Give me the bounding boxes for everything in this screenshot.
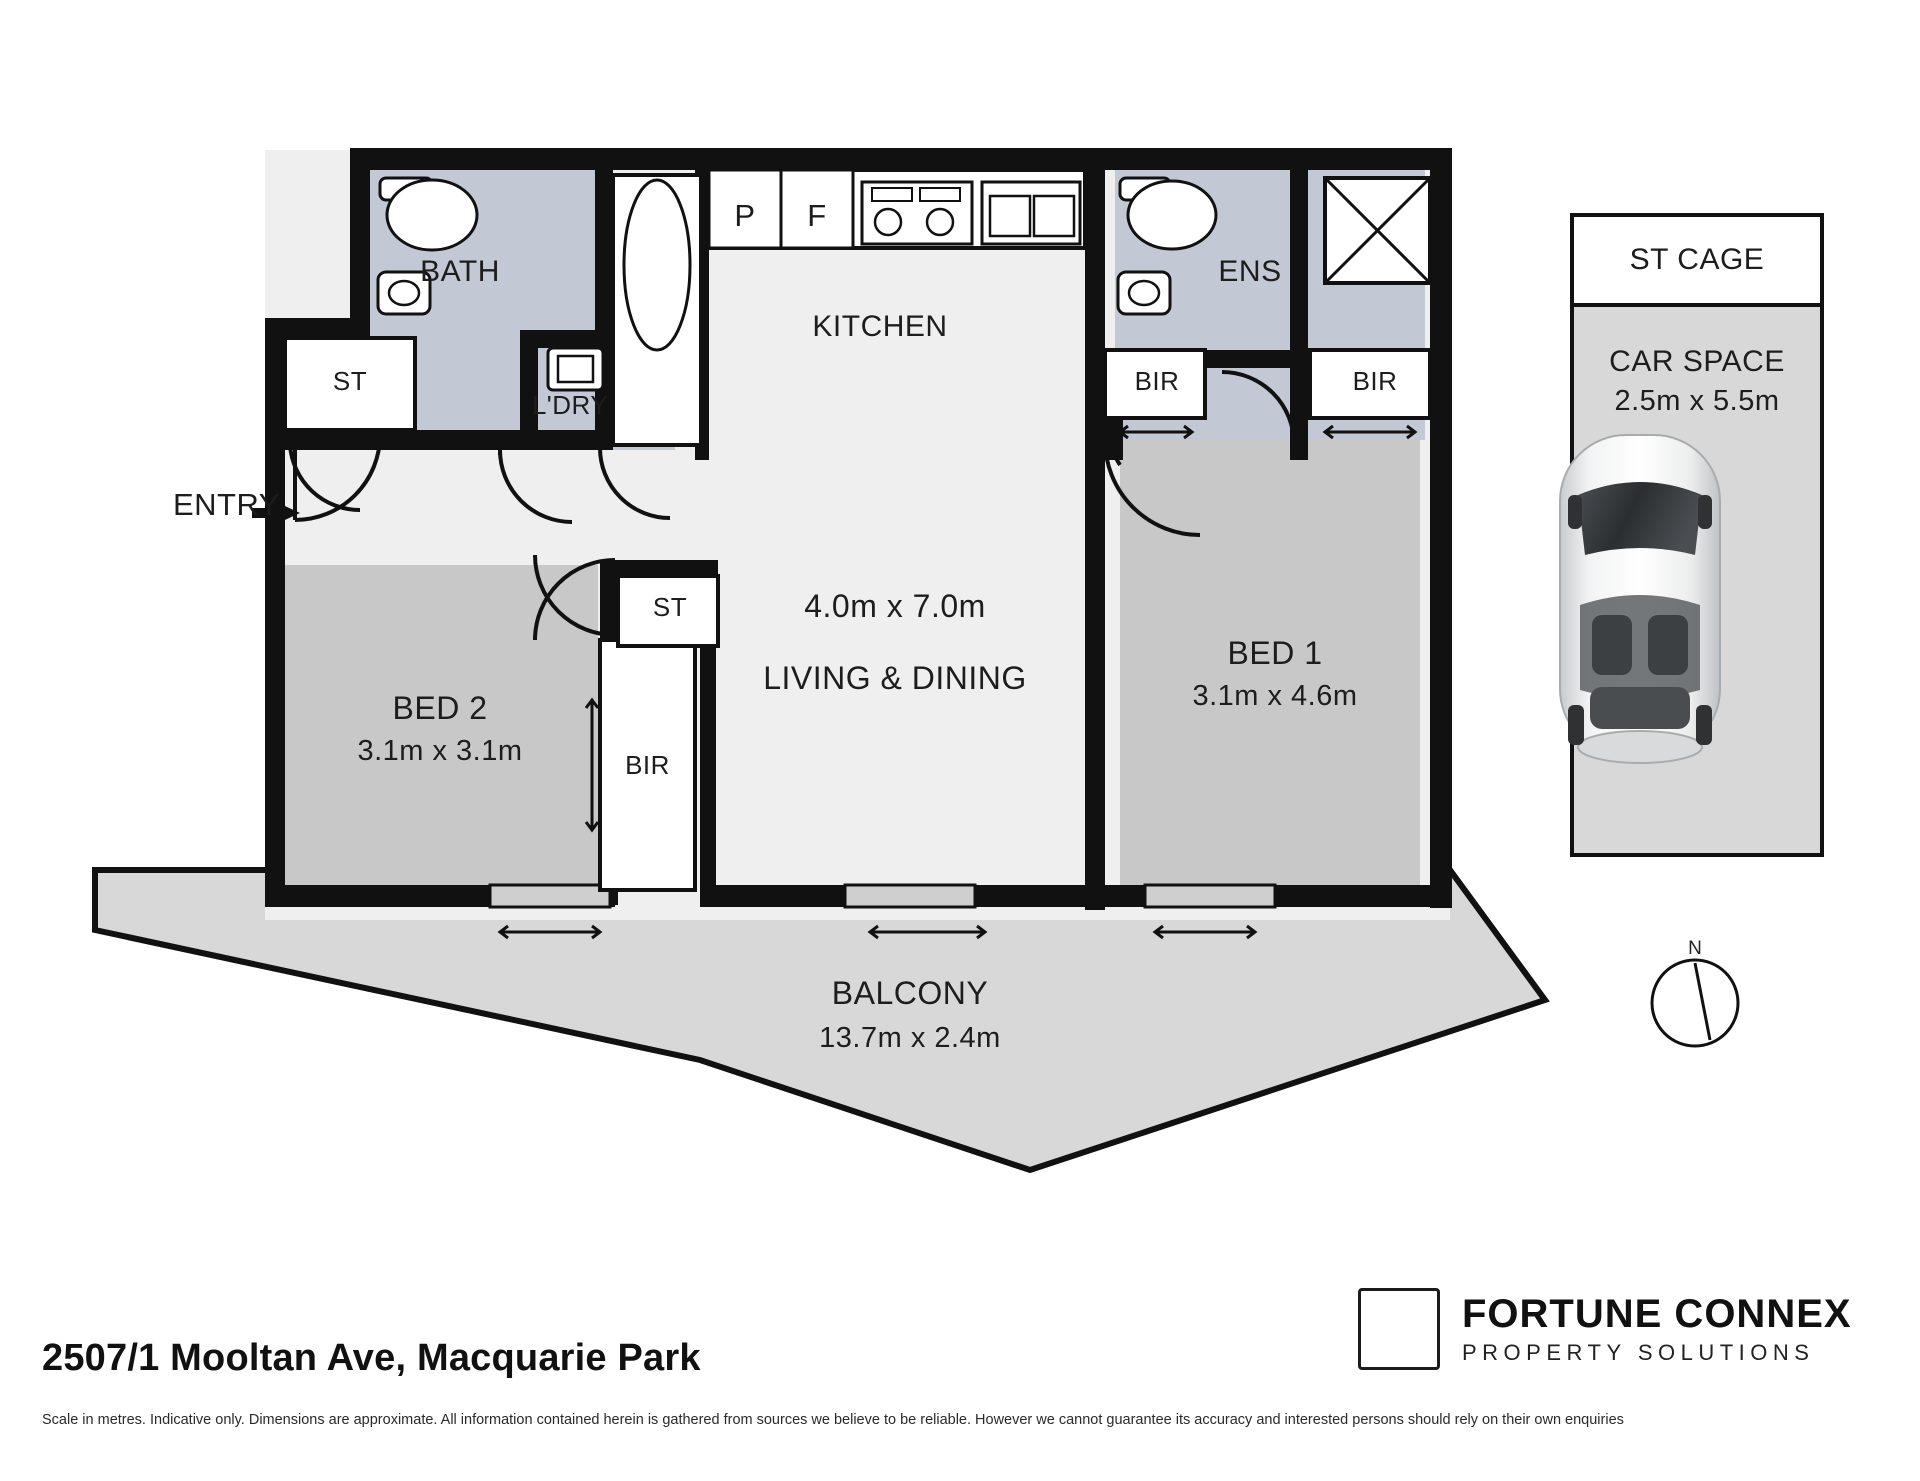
balcony-dimensions: 13.7m x 2.4m <box>819 1022 1001 1054</box>
bed-1-dimensions: 3.1m x 4.6m <box>1192 680 1358 712</box>
sink-icon <box>982 182 1080 244</box>
brand-block <box>1358 1288 1852 1370</box>
shower-icon <box>1325 178 1430 283</box>
room-label-ensuite: ENS <box>1218 255 1282 288</box>
room-label-living-dining: LIVING & DINING <box>763 660 1027 696</box>
room-label-bed-1: BED 1 <box>1227 635 1323 671</box>
storage-cage-label: ST CAGE <box>1629 243 1765 276</box>
cooktop-icon <box>862 182 972 244</box>
compass-icon <box>1652 960 1738 1046</box>
kitchen-fridge-label: F <box>807 198 827 233</box>
brand-logo-placeholder <box>1358 1288 1440 1370</box>
room-label-store-2: ST <box>652 592 688 622</box>
room-label-store-1: ST <box>332 366 368 396</box>
compass-north-label: N <box>1688 938 1702 959</box>
room-label-kitchen: KITCHEN <box>812 310 948 343</box>
car-space-diagram <box>1560 215 1822 855</box>
basin-icon-ens <box>1118 272 1170 314</box>
kitchen-pantry-label: P <box>734 198 756 233</box>
page-title: 2507/1 Mooltan Ave, Macquarie Park <box>42 1337 701 1379</box>
living-dining-dimensions: 4.0m x 7.0m <box>804 588 986 624</box>
car-space-dimensions: 2.5m x 5.5m <box>1614 385 1780 417</box>
car-top-view-icon <box>1560 435 1720 763</box>
laundry-tub-icon <box>548 348 603 390</box>
entry-label: ENTRY <box>172 487 280 522</box>
car-space-label: CAR SPACE <box>1609 345 1785 378</box>
room-label-bath: BATH <box>420 255 500 288</box>
room-label-bir-1: BIR <box>1134 366 1180 396</box>
room-label-laundry: L'DRY <box>531 390 609 420</box>
disclaimer-text: Scale in metres. Indicative only. Dimensions are approximate. All information contained herein is gathered from sources we believe to be reliable. However we cannot guarantee its accuracy and interested persons should rely on their own enquiries <box>42 1412 1624 1428</box>
brand-tagline: PROPERTY SOLUTIONS <box>1462 1340 1815 1366</box>
room-label-bir-3: BIR <box>625 750 670 780</box>
room-label-bed-2: BED 2 <box>392 690 488 726</box>
room-label-bir-2: BIR <box>1352 366 1398 396</box>
room-label-balcony: BALCONY <box>831 975 989 1011</box>
brand-name: FORTUNE CONNEX <box>1462 1292 1852 1337</box>
bed-2-dimensions: 3.1m x 3.1m <box>357 735 523 767</box>
